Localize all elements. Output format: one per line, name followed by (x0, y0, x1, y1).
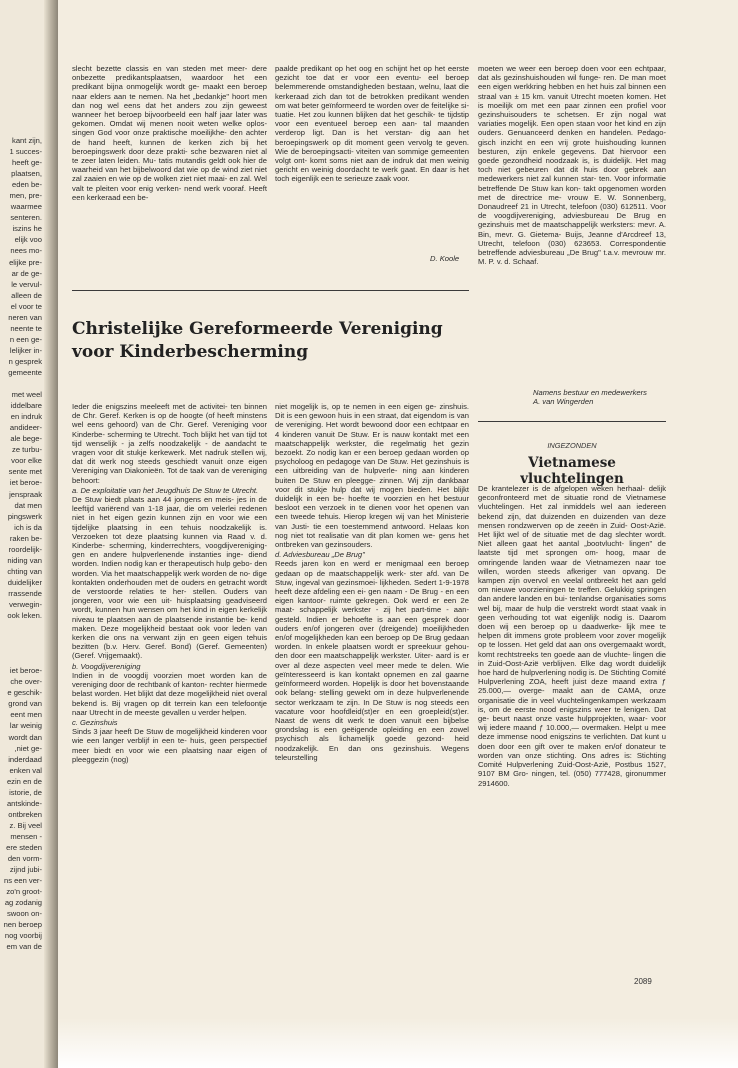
margin-fragment (0, 654, 42, 665)
subheading-b: b. Voogdijvereniging (72, 661, 141, 671)
margin-fragment: mensen - (10, 831, 42, 841)
paragraph: slecht bezette classis en van steden met meer- dere onbezette predikantsplaatsen, waardoor het een predikant bijna onmogelijk wordt ge- maakt een beroep naar elders aan te nemen. Na het „bedankje" hoort men dan nog wel eens dat het anders zou zijn geweest wanneer het beroep bijvoorbeeld een half jaar later was gekomen. Omdat wij menen nooit weten welke oplos- singen God voor onze praktische moeilijkhe- den achter de hand heeft, kunnen de kerken zich bij het beroepingswerk door deze prakti- sche bezwaren niet al te zeer laten leiden. Mu- tatis mutandis geldt ook hier de waarheid van het bijbelwoord dat wie op de wind ziet niet zal zaaien en wie op de wolken ziet niet maai- en zal. Wel valt te pleiten voor enig verken- nend werk vooraf. Heeft een kerkeraad een be- (72, 64, 267, 202)
article-title (72, 318, 492, 364)
page-number: 2089 (634, 977, 652, 986)
article-title-line-1: Christelijke Gereformeerde Vereniging (72, 319, 443, 339)
paragraph: moeten we weer een beroep doen voor een echtpaar, dat als gezinshuishouden wil funge- ren. De man moet een eigen werkkring hebben en het huis zal binnen een straal van ± 15 km. vanuit Utrecht moeten komen. Het is moeilijk om met een paar zinnen een profiel voor gezinshuisouders te schetsen. Er zijn nogal wat variaties mogelijk. Een open staan voor het kind en zijn ouders. Genuanceerd denken en handelen. Pedago- gisch inzicht en een vrij grote huishouding kunnen besturen, zijn enkele gegevens. Dat hiervoor een goede gezondheid noodzaak is, is duidelijk. Het mag toch niet gebeuren dat dit huis door gebrek aan medewerkers niet zal kunnen star- ten. Voor informatie betreffende De Stuw kan kon- takt opgenomen worden met de directrice me- vrouw E. W. Sonnenberg, Donaudreef 21 in Utrecht, telefoon (030) 612511. Voor de voogdijvereniging, adviesbureau De Brug en gezinshuis met de maatschappelijk werksters: mevr. A. Bin, mevr. G. Gietema- Buijs, Jeanne d'Arcdreef 13, Utrecht, telefoon (030) 623653. Correspondentie betreffende adviesbureau „De Brug" t.a.v. mevrouw mr. M. P. v. d. Schaaf. (478, 64, 666, 267)
margin-fragment: nog voorbij (4, 931, 42, 941)
kicker-ingezonden: INGEZONDEN (547, 441, 597, 450)
margin-fragment: iet beroe- (9, 666, 42, 676)
margin-fragment: ns een ver- (4, 876, 42, 886)
paragraph: De Stuw biedt plaats aan 44 jongens en meis- jes in de leeftijd variërend van 1-18 jaar, die om velerlei redenen niet in het eigen gezin kunnen zijn en voor wie een tijdelijke plaatsing in een tehuis noodzakelijk is. Verzoeken tot deze plaatsing kunnen via Raad v. d. Kinderbe- scherming, kinderrechters, voogdijvereniging- gen en andere hulpverlenende instanties inge- diend worden. Indien nodig kan er therapeutisch hulp gebo- den worden. Via het maatschappelijk werk worden de no- dige kontakten onderhouden met de ouders en getracht wordt de verstoorde relaties te her- stellen. Ouders van jongeren, voor wie een uit- huisplaatsing geadviseerd wordt, kunnen hun wensen om het kind in eigen kerkelijk niveau te plaatsen aan de plaatsende instantie be- kend maken. Deze mogelijkheid bestaat ook voor leden van kerken die ons na verwant zijn en geen eigen tehuis bezitten (b.v. Herv. Geref. Bond) (Geref. Gemeenten) (Geref. Vrijgemaakt). (72, 495, 267, 661)
article-title-line-2: voor Kinderbescherming (72, 342, 309, 362)
margin-fragment: iet beroe- (9, 478, 42, 488)
margin-fragment: duidelijker (7, 577, 42, 587)
paragraph: De krantelezer is de afgelopen weken herhaal- delijk geconfronteerd met de situatie rond de Vietnamese vluchtelingen. Het zal inmiddels wel aan iedereen bekend zijn, dat duizenden en duizenden van deze mensen rondzwerven op de zeeën in Zuid- Oost-Azië. Het lijkt wel of de situatie met de dag slechter wordt. Niet alleen gaat het aantal „bootvlucht- lingen" de laatste tijd met sprongen om- hoog, maar de omringende landen waar de Vietnamezen naar toe willen, worden steeds afkeriger van opvang. De kampen zijn overvol en veelal ontbreekt het aan geld om nieuwe voorzieningen te treffen. Gelukkig springen dan andere landen en bui- tenlandse organisaties soms wel bij, maar de hulp die verstrekt wordt staat vaak in geen verhouding tot wat eigenlijk nodig is. Daarom doen wij een beroep op u daadwerke- lijk mee te helpen dit immens grote probleem voor zover mogelijk op te lossen. Het geld dat aan ons overgemaakt wordt, komt rechtstreeks ten goede aan de vluchte- lingen die in Zuid-Oost-Azië verblijven. Elke dag wordt duidelijk hoe hard de hulpverlening nodig is. De Stichting Comité Hulpverlening ZOA, heeft juist deze maand extra ƒ 25.000,— overge- maakt aan de CAMA, onze organisatie die in veel vluchtelingenkampen werkzaam is, om de eerste nood enigszins weer te lenigen. Dat ge- beurt naast onze vaste hulpprojekten, waar- voor wij iedere maand ƒ 10.000,— overmaken. Helpt u mee deze immense nood enigszins te verlichten. Dat kunt u doen door een gift over te maken en/of donateur te worden van onze stichting. Ons adres is: Stichting Comité Hulpverlening Zuid-Oost-Azië, Postbus 1527, 9107 BM Gro- ningen, tel. (050) 777428, gironummer 2914600. (478, 484, 666, 788)
margin-fragment: swoon on- (6, 909, 42, 919)
margin-fragment: ere steden (6, 843, 42, 852)
margin-fragment: wordt dan (8, 732, 42, 742)
margin-fragment: elijk voo (14, 235, 42, 245)
margin-fragment: met weel (11, 390, 42, 400)
margin-fragment: chting van (7, 566, 42, 576)
margin-fragment: ook leken. (7, 611, 42, 621)
margin-fragment: istorie, de (9, 787, 42, 797)
margin-fragment: gemeente (8, 367, 42, 377)
column-2-bottom (275, 402, 469, 762)
margin-fragment (0, 632, 42, 643)
page-bottom-fade (58, 1018, 738, 1068)
column-1-bottom (72, 402, 267, 764)
margin-fragment: alleen de (11, 290, 42, 300)
binding-gutter (44, 0, 58, 1068)
margin-fragment: iszins he (12, 224, 42, 234)
margin-fragment: ag zodanig (4, 898, 42, 908)
margin-fragment: le vervul- (11, 279, 42, 289)
margin-fragment: ,niet ge- (14, 743, 42, 753)
margin-fragment: jenspraak (9, 489, 42, 499)
section-divider (478, 421, 666, 422)
margin-fragment: rrassende (8, 588, 42, 598)
margin-fragment: grond van (8, 699, 42, 709)
margin-fragment: ich is da (14, 522, 42, 532)
margin-fragment: waarmee (10, 202, 42, 212)
margin-fragment: zo'n groot- (6, 887, 42, 897)
paragraph: Ieder die enigszins meeleeft met de activitei- ten binnen de Chr. Geref. Kerken is op de hoogte (of heeft minstens wel eens gehoord) van de Chr. Geref. Vereniging voor Kinderbe- scherming te Utrecht. Toch blijkt het van tijd tot tijd wenselijk - ja zelfs noodzakelijk - de aandacht te vragen voor dit stukje kerkewerk. Met nadruk stellen wij, dat dit werk nog steeds geschiedt vanuit onze eigen Vereniging van Diakonieën. Tot de taak van de vereniging behoort: (72, 402, 267, 485)
column-3-bottom (478, 484, 666, 788)
margin-fragment (0, 643, 42, 654)
margin-fragment: den vorm- (7, 854, 42, 864)
previous-page-fragments (0, 135, 42, 952)
margin-fragment: neente te (10, 323, 42, 333)
margin-fragment: ezin en de (6, 776, 42, 786)
margin-fragment: dat men (14, 500, 42, 510)
margin-fragment: sente met (8, 467, 42, 477)
margin-fragment: ale bege- (10, 434, 42, 444)
margin-fragment: nees mo- (10, 246, 42, 256)
margin-fragment: niding van (7, 555, 42, 565)
margin-fragment: che over- (10, 677, 42, 687)
margin-fragment: iddelbare (10, 401, 42, 411)
margin-fragment: eden be- (12, 180, 42, 190)
margin-fragment: verwegin- (9, 599, 42, 609)
subheading-d: d. Adviesbureau „De Brug" (275, 550, 365, 560)
margin-fragment: kant zijn, (12, 136, 42, 145)
column-2-top (275, 64, 469, 184)
margin-fragment: en indruk (10, 412, 42, 422)
margin-fragment: eent men (10, 710, 42, 720)
margin-fragment: raken be- (9, 533, 42, 543)
margin-fragment: voor elke (11, 456, 42, 466)
margin-fragment: enken val (9, 765, 42, 775)
margin-fragment: el voor te (10, 301, 42, 311)
margin-fragment: senteren. (10, 213, 42, 223)
margin-fragment: nen beroep (3, 920, 42, 930)
section-divider (72, 290, 469, 291)
margin-fragment: antskinde- (6, 798, 42, 808)
margin-fragment: inderdaad (8, 754, 42, 764)
margin-fragment: pingswerk (7, 511, 42, 521)
margin-fragment (0, 378, 42, 389)
margin-fragment: zijnd jubi- (9, 865, 42, 875)
paragraph: Reeds jaren kon en werd er menigmaal een beroep gedaan op de maatschappelijk werk- ster afd. van De Stuw, ingeval van gezinsmoei- lijkheden. Sedert 1-9-1978 heeft deze afdeling een ei- gen naam - De Brug - en een eigen kantoor- ruimte gekregen. Ook werd er een 2e maat- schappelijk werkster - zij het part-time - aan- gesteld. Indien er behoefte is aan een gesprek door ouders en/of jongeren over (dreigende) moeilijkheden en/of mogelijkheden kan een beroep op De Brug gedaan worden. In enkele plaatsen wordt er spreekuur gehou- den door een maatschappelijk werkster. Uiter- aard is er over al deze aspecten veel meer mede te delen. Wie geïnteresseerd is kan kontakt opnemen en zal gaarne geïnformeerd worden. Hopelijk is door het bovenstaande ook belang- stelling gewekt om in deze hulpverlenende sector werkzaam te zijn. In De Stuw is nog steeds een vacature voor hoofdleid(st)er en een groepleid(st)er. Naast de wens dit werk te doen vanuit een bijbelse grondslag is een geëigende opleiding en een zowel psychisch als lichamelijk goede gezond- heid noodzakelijk. En dan ons gezinshuis. Wegens teleurstelling (275, 559, 469, 762)
subheading-a: a. De exploitatie van het Jeugdhuis De Stuw te Utrecht. (72, 485, 259, 495)
margin-fragment: ze turbu- (12, 445, 42, 455)
column-1-top (72, 64, 267, 202)
margin-fragment: men, pre- (9, 191, 42, 201)
margin-fragment: neren van (8, 312, 42, 322)
margin-fragment: lelijker in- (9, 345, 42, 355)
signature-line-1: Namens bestuur en medewerkers (533, 388, 647, 397)
margin-fragment: heeft ge- (12, 158, 42, 168)
paragraph: Sinds 3 jaar heeft De Stuw de mogelijkheid kinderen voor wie een langer verblijf in een te- huis, geen perspectief meer biedt en voor wie een plaatsing naar eigen of pleeggezin (nog) (72, 727, 267, 764)
signature-koole: D. Koole (430, 254, 460, 263)
column-3-top (478, 64, 666, 266)
margin-fragment: z. Bij veel (9, 820, 42, 830)
margin-fragment: n een ge- (9, 334, 42, 344)
paragraph: paalde predikant op het oog en schijnt het op het eerste gezicht toe dat er voor een eventu- eel beroep belemmerende omstandigheden bestaan, welnu, laat die kerkeraad zich dan tot de betrokken predikant wenden om wat beter geïnformeerd te worden over de feitelijke si- tuatie. Het zou kunnen blijken dat het geschik- te tijdstip voor een eventueel beroep een aan- tal maanden verderop ligt. Dan is het verstan- dig aan het beroepingswerk op dit moment geen vervolg te geven. Wie de beroepingsacti- viteiten van sommige gemeenten volgt ont- komt soms niet aan de indruk dat men weinig gericht en weinig doordacht te werk gaat. En daar is het toch eigenlijk een te serieuze zaak voor. (275, 64, 469, 184)
paragraph: niet mogelijk is, op te nemen in een eigen ge- zinshuis. Dit is een gewoon huis in een straat, dat eigendom is van de vereniging. Het wordt bewoond door een echtpaar en 4 kinderen vanuit De Stuw. Er is nauw kontakt met een maatschappelijk werkster, die regelmatig het gezin bezoekt. Zo nodig kan er een beroep gedaan worden op psycholoog en pedagoge van De Stuw. Het gezinshuis is een uitbreiding van de hulpverle- ning aan kinderen buiten De Stuw en pleegge- zinnen. Wij zijn dankbaar voor dit stukje hulp dat wij mogen bieden. Het blijkt duidelijk in een be- hoefte te voorzien en het bestuur besloot een verzoek in te dienen voor het openen van een tweede tehuis. Hierop kregen wij van het Ministerie van Justi- tie een toestemmend antwoord. Helaas kon nog niet tot realisatie van dit plan komen we- gens het ontbreken van gezinsouders. (275, 402, 469, 550)
margin-fragment: elijke pre- (9, 257, 42, 267)
margin-fragment: andideer- (9, 423, 42, 433)
signature-bestuur (533, 388, 647, 406)
margin-fragment: 1 succes- (9, 147, 42, 157)
signature-line-2: A. van Wingerden (533, 397, 594, 406)
margin-fragment: roordelijk- (8, 544, 42, 554)
margin-fragment (0, 621, 42, 632)
vietnam-article-title: Vietnamese vluchtelingen (520, 455, 624, 487)
paragraph: Indien in de voogdij voorzien moet worden kan de vereniging door de rechtbank of kanton- rechter hiermede belast worden. Het blijkt dat deze mogelijkheid niet overal bekend is. Bij vragen op dit terrein kan een telefoontje naar Utrecht in de meeste gevallen u verder helpen. (72, 670, 267, 717)
margin-fragment: em van de (6, 942, 42, 952)
margin-fragment: e geschik- (7, 688, 42, 698)
margin-fragment: n gesprek (8, 356, 42, 366)
subheading-c: c. Gezinshuis (72, 717, 118, 727)
margin-fragment: plaatsen, (11, 169, 42, 179)
margin-fragment: ar de ge- (11, 268, 42, 278)
margin-fragment: lar weinig (9, 721, 42, 731)
margin-fragment: ontbreken (8, 809, 42, 819)
